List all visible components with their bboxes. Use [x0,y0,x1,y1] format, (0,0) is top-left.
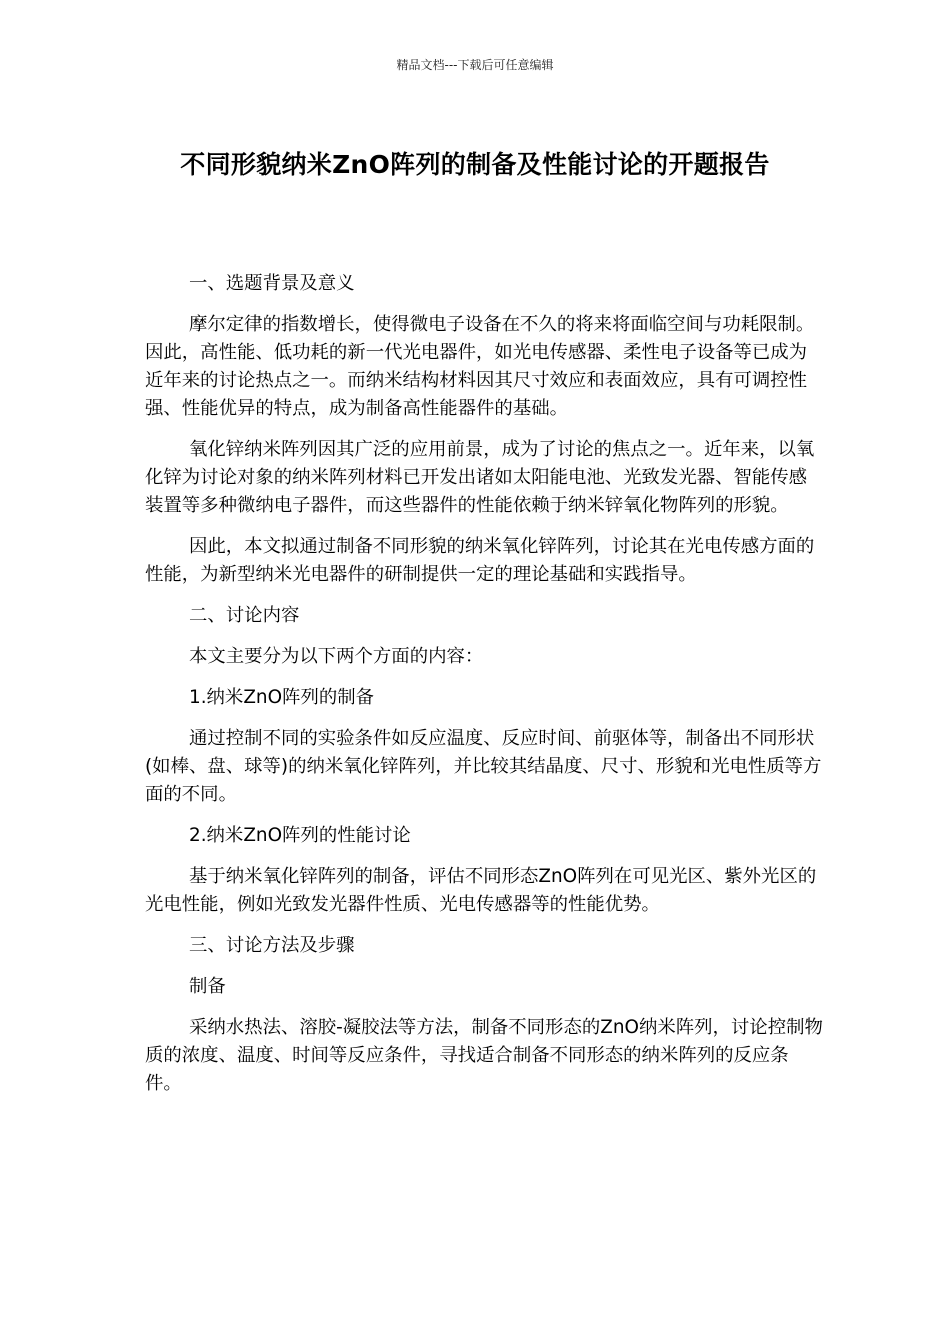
paragraph-background-1: 摩尔定律的指数增长，使得微电子设备在不久的将来将面临空间与功耗限制。因此，高性能、低功耗的新一代光电器件，如光电传感器、柔性电子设备等已成为近年来的讨论热点之一。而纳米结构材料因其尺寸效应和表面效应，具有可调控性强、性能优异的特点，成为制备高性能器件的基础。 [145,314,815,419]
subheading-preparation: 1.纳米ZnO阵列的制备 [189,687,375,708]
section-heading-content: 二、讨论内容 [189,605,300,626]
document-title: 不同形貌纳米ZnO阵列的制备及性能讨论的开题报告 [180,150,770,179]
page-header: 精品文档---下载后可任意编辑 [396,58,554,72]
paragraph-performance: 基于纳米氧化锌阵列的制备，评估不同形态ZnO阵列在可见光区、紫外光区的光电性能，例如光致发光器件性质、光电传感器等的性能优势。 [145,866,817,915]
paragraph-background-2: 氧化锌纳米阵列因其广泛的应用前景，成为了讨论的焦点之一。近年来，以氧化锌为讨论对象的纳米阵列材料已开发出诸如太阳能电池、光致发光器、智能传感装置等多种微纳电子器件，而这些器件的性能依赖于纳米锌氧化物阵列的形貌。 [145,439,815,516]
paragraph-preparation: 通过控制不同的实验条件如反应温度、反应时间、前驱体等，制备出不同形状(如棒、盘、球等)的纳米氧化锌阵列，并比较其结晶度、尺寸、形貌和光电性质等方面的不同。 [145,728,822,805]
section-heading-methods: 三、讨论方法及步骤 [189,935,355,956]
paragraph-background-3: 因此，本文拟通过制备不同形貌的纳米氧化锌阵列，讨论其在光电传感方面的性能，为新型纳米光电器件的研制提供一定的理论基础和实践指导。 [145,536,815,585]
subheading-performance: 2.纳米ZnO阵列的性能讨论 [189,825,411,846]
paragraph-content-intro: 本文主要分为以下两个方面的内容： [189,646,484,667]
subheading-methods-preparation: 制备 [189,976,226,997]
document-body [145,270,825,1111]
section-heading-background: 一、选题背景及意义 [189,273,355,294]
paragraph-methods: 采纳水热法、溶胶-凝胶法等方法，制备不同形态的ZnO纳米阵列，讨论控制物质的浓度、温度、时间等反应条件，寻找适合制备不同形态的纳米阵列的反应条件。 [145,1017,823,1094]
